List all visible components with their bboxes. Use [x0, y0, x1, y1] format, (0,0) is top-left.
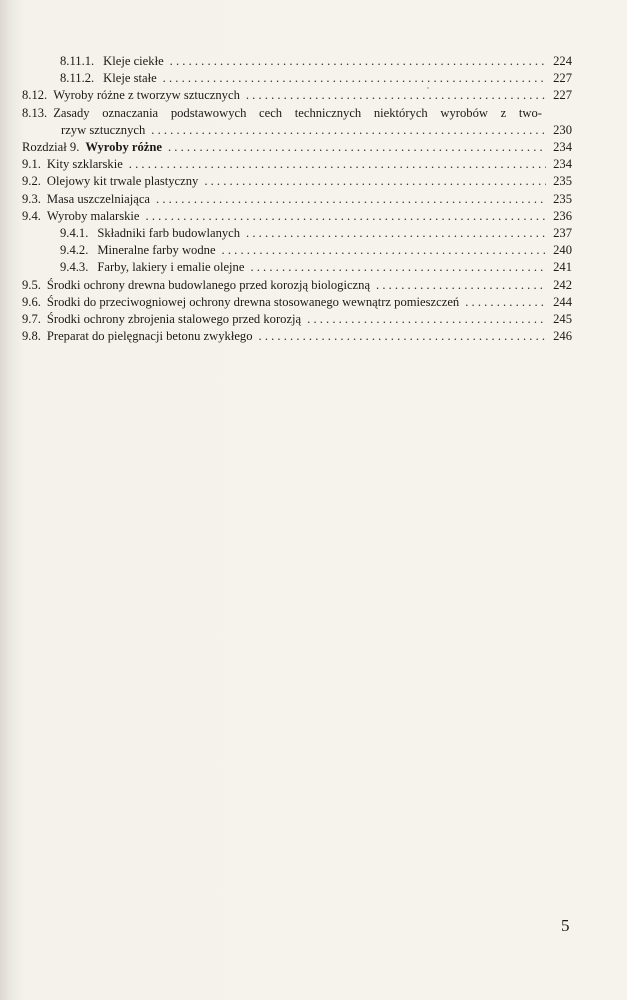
dot-leader [246, 225, 546, 242]
toc-entry-number: 9.7. [22, 312, 41, 327]
toc-entry [22, 208, 572, 225]
toc-entry-page: 236 [553, 208, 572, 223]
toc-entry-title: Olejowy kit trwale plastyczny [46, 174, 199, 189]
dot-leader [204, 173, 546, 190]
toc-entry-page: 235 [553, 174, 572, 189]
toc-entry-number: 9.4.1. [60, 226, 89, 241]
toc-entry-line-1 [22, 105, 572, 122]
toc-entry-title: Środki do przeciwogniowej ochrony drewna stosowanego wewnątrz pomieszczeń [46, 294, 460, 309]
toc-entry-page: 245 [553, 312, 572, 327]
toc-entry-title: Kleje ciekłe [103, 54, 164, 68]
toc-entry-number: 9.3. [22, 191, 41, 206]
toc-entry-line-2 [22, 122, 572, 139]
toc-entry-title: Farby, lakiery i emalie olejne [97, 260, 245, 275]
table-of-contents [22, 53, 572, 345]
toc-entry-page: 230 [553, 122, 572, 137]
toc-entry-title: Środki ochrony zbrojenia stalowego przed korozją [46, 312, 302, 327]
chapter-title: Wyroby różne [85, 140, 162, 155]
toc-entry-page: 244 [553, 294, 572, 309]
toc-entry-page: 246 [553, 329, 572, 344]
dot-leader [246, 87, 546, 104]
toc-entry [22, 311, 572, 328]
dot-leader [129, 156, 546, 173]
toc-entry [22, 70, 572, 87]
dot-leader [151, 122, 546, 139]
toc-entry-number: 8.13. [22, 105, 48, 120]
dot-leader [156, 191, 546, 208]
toc-entry-page: 227 [553, 88, 572, 103]
page-number: 5 [561, 916, 570, 935]
toc-entry-page: 240 [553, 243, 572, 258]
toc-entry-number: 9.1. [22, 157, 41, 172]
dot-leader [170, 53, 546, 70]
toc-entry-page: 242 [553, 277, 572, 292]
toc-entry-number: 9.8. [22, 329, 41, 344]
toc-entry [22, 225, 572, 242]
toc-entry-number: 8.12. [22, 88, 48, 103]
dot-leader [465, 294, 546, 311]
toc-entry-title: Preparat do pielęgnacji betonu zwykłego [46, 329, 253, 344]
toc-entry-title: Środki ochrony drewna budowlanego przed korozją biologiczną [46, 277, 371, 292]
toc-entry-title: Mineralne farby wodne [97, 243, 216, 258]
toc-entry [22, 156, 572, 173]
toc-entry [22, 259, 572, 276]
toc-entry-page: 235 [553, 191, 572, 206]
dot-leader [376, 277, 546, 294]
toc-entry [22, 173, 572, 190]
toc-entry-number: 9.6. [22, 294, 41, 309]
dot-leader [163, 70, 546, 87]
toc-entry-page: 227 [553, 71, 572, 86]
toc-entry-number: 9.5. [22, 277, 41, 292]
dot-leader [259, 328, 546, 345]
toc-entry [22, 328, 572, 345]
toc-entry-title: Wyroby malarskie [46, 208, 140, 223]
toc-entry-number: 8.11.1. [60, 54, 95, 68]
toc-entry [22, 242, 572, 259]
toc-entry-number: 8.11.2. [60, 71, 95, 86]
toc-entry [22, 277, 572, 294]
dot-leader [250, 259, 546, 276]
toc-entry-title-line-2: rzyw sztucznych [61, 122, 146, 137]
chapter-label: Rozdział 9. [22, 140, 80, 155]
toc-entry-title: Kity szklarskie [46, 157, 123, 172]
toc-entry-page: 241 [553, 260, 572, 275]
toc-entry-page: 224 [553, 54, 572, 68]
dot-leader [146, 208, 546, 225]
toc-entry-multiline [22, 105, 572, 139]
toc-entry-page: 234 [553, 140, 572, 155]
toc-entry-title: Składniki farb budowlanych [97, 226, 241, 241]
toc-entry-title: Masa uszczelniająca [46, 191, 151, 206]
toc-entry-number: 9.4.2. [60, 243, 89, 258]
toc-entry [22, 294, 572, 311]
toc-entry-title: Kleje stałe [103, 71, 157, 86]
toc-entry-title: Wyroby różne z tworzyw sztucznych [53, 88, 240, 103]
toc-entry-page: 234 [553, 157, 572, 172]
dot-leader [222, 242, 546, 259]
toc-entry-title-line-1: Zasady oznaczania podstawowych cech technicznych niektórych wyrobów z two- [53, 105, 542, 120]
toc-entry [22, 191, 572, 208]
dot-leader [307, 311, 546, 328]
toc-chapter-entry [22, 139, 572, 156]
dot-leader [168, 139, 546, 156]
toc-entry-number: 9.4.3. [60, 260, 89, 275]
toc-entry-number: 9.2. [22, 174, 41, 189]
toc-entry-number: 9.4. [22, 208, 41, 223]
toc-entry-page: 237 [553, 226, 572, 241]
toc-entry [22, 53, 572, 70]
toc-entry [22, 87, 572, 104]
